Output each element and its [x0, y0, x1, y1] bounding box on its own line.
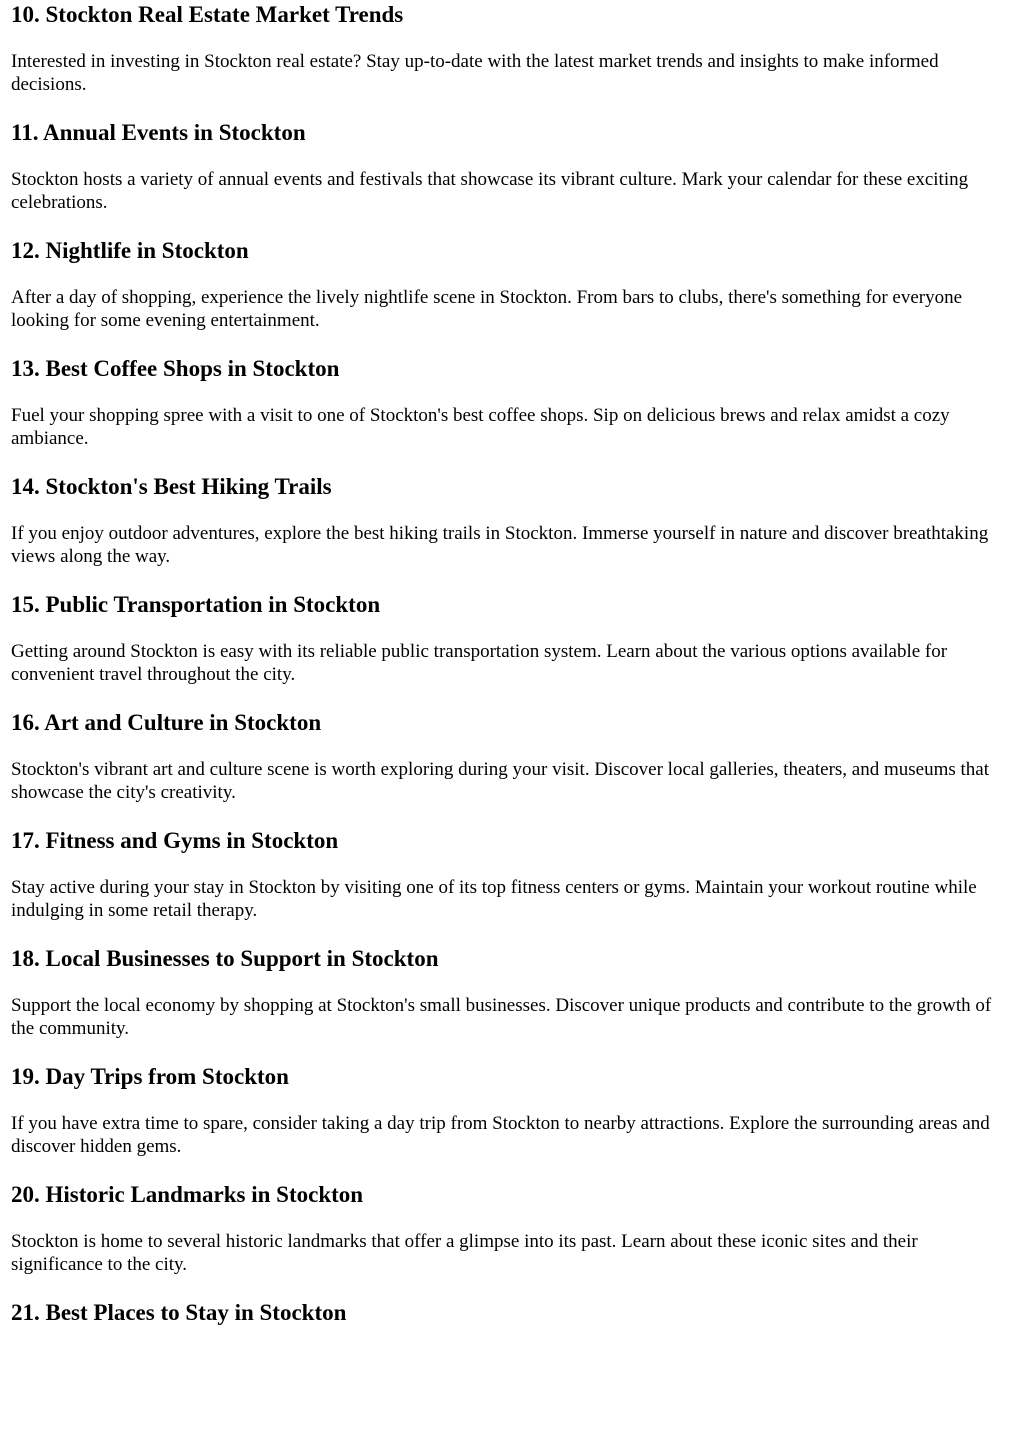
section-title: 13. Best Coffee Shops in Stockton	[11, 356, 340, 381]
section-title: 19. Day Trips from Stockton	[11, 1064, 289, 1089]
section-title: 16. Art and Culture in Stockton	[11, 710, 322, 735]
section-title: 14. Stockton's Best Hiking Trails	[11, 474, 332, 499]
section-title: 10. Stockton Real Estate Market Trends	[11, 2, 404, 27]
section-public-transportation	[11, 591, 1013, 707]
section-local-businesses	[11, 945, 1013, 1061]
section-body: If you enjoy outdoor adventures, explore the best hiking trails in Stockton. Immerse yourself in nature and discover breathtaking views along the way.	[11, 523, 989, 567]
section-hiking-trails	[11, 473, 1013, 589]
section-real-estate	[11, 1, 1013, 117]
section-art-culture	[11, 709, 1013, 825]
section-body: Getting around Stockton is easy with its reliable public transportation system. Learn about the various options available for convenient travel throughout the city.	[11, 641, 948, 685]
section-body: Interested in investing in Stockton real estate? Stay up-to-date with the latest market trends and insights to make informed decisions.	[11, 51, 939, 95]
document-page	[0, 1, 1024, 1348]
section-annual-events	[11, 119, 1013, 235]
section-body: Support the local economy by shopping at Stockton's small businesses. Discover unique products and contribute to the growth of the community.	[11, 995, 992, 1039]
section-title: 17. Fitness and Gyms in Stockton	[11, 828, 339, 853]
section-body: Stockton is home to several historic landmarks that offer a glimpse into its past. Learn about these iconic sites and their significance to the city.	[11, 1231, 918, 1275]
section-title: 12. Nightlife in Stockton	[11, 238, 249, 263]
section-day-trips	[11, 1063, 1013, 1179]
section-body: Stay active during your stay in Stockton by visiting one of its top fitness centers or gyms. Maintain your workout routine while indulging in some retail therapy.	[11, 877, 977, 921]
section-fitness-gyms	[11, 827, 1013, 943]
section-title: 15. Public Transportation in Stockton	[11, 592, 381, 617]
section-body: Fuel your shopping spree with a visit to one of Stockton's best coffee shops. Sip on delicious brews and relax amidst a cozy ambiance.	[11, 405, 950, 449]
section-title: 21. Best Places to Stay in Stockton	[11, 1300, 347, 1325]
section-title: 11. Annual Events in Stockton	[11, 120, 306, 145]
section-historic-landmarks	[11, 1181, 1013, 1297]
section-places-to-stay	[11, 1299, 1013, 1348]
section-body: Stockton hosts a variety of annual events and festivals that showcase its vibrant culture. Mark your calendar for these exciting celebrations.	[11, 169, 969, 213]
section-body: If you have extra time to spare, consider taking a day trip from Stockton to nearby attractions. Explore the surrounding areas and discover hidden gems.	[11, 1113, 990, 1157]
section-title: 20. Historic Landmarks in Stockton	[11, 1182, 364, 1207]
section-coffee-shops	[11, 355, 1013, 471]
section-body: After a day of shopping, experience the lively nightlife scene in Stockton. From bars to clubs, there's something for everyone looking for some evening entertainment.	[11, 287, 963, 331]
section-title: 18. Local Businesses to Support in Stockton	[11, 946, 439, 971]
section-body: Stockton's vibrant art and culture scene is worth exploring during your visit. Discover local galleries, theaters, and museums that showcase the city's creativity.	[11, 759, 989, 803]
section-nightlife	[11, 237, 1013, 353]
